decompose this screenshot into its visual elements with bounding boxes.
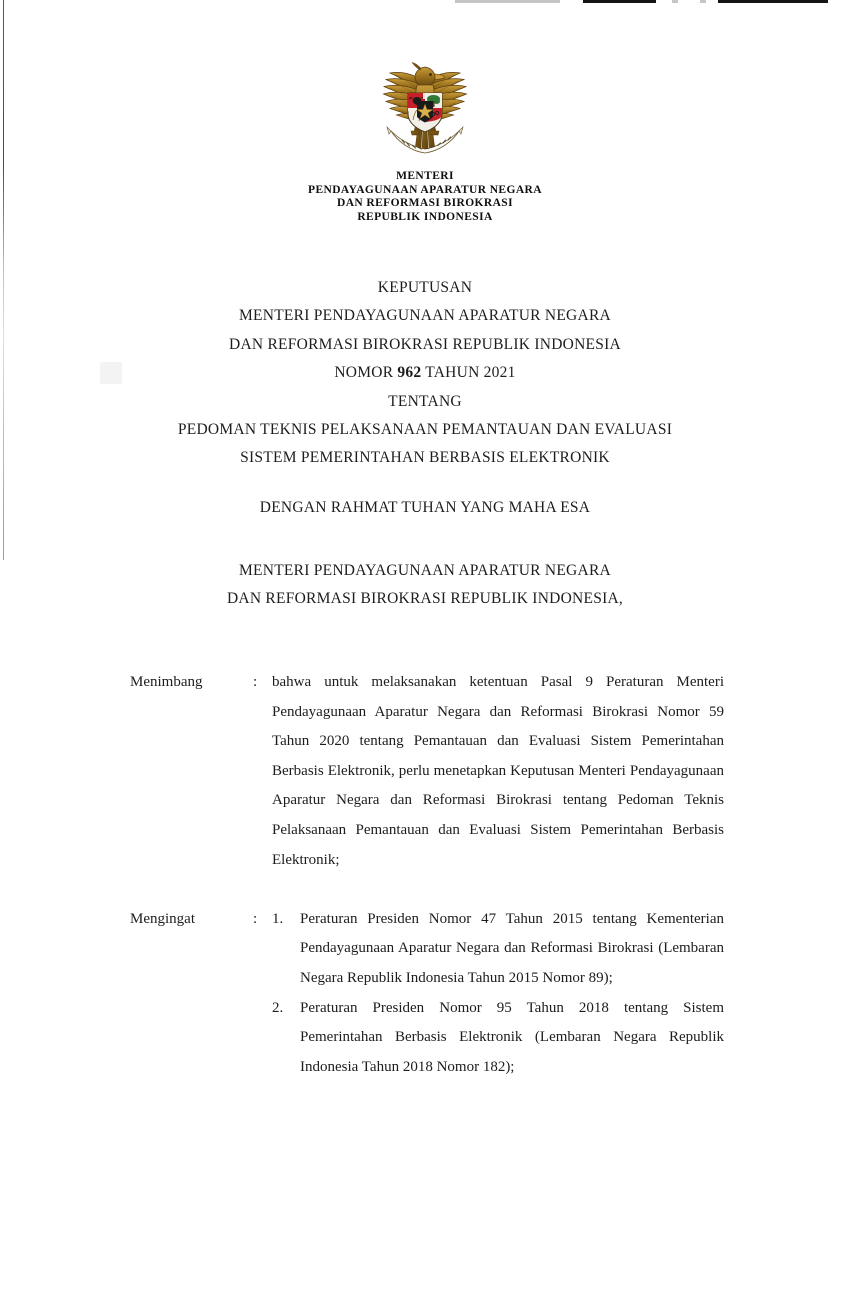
list-item-marker: 2. [272, 999, 284, 1016]
clauses-section [130, 668, 724, 1082]
signatory-line-2: DAN REFORMASI BIROKRASI REPUBLIK INDONESIA, [226, 590, 624, 608]
list-item [272, 905, 724, 994]
clause-spacer [130, 875, 724, 905]
clause-recalling [130, 905, 724, 1083]
recalling-list [272, 905, 724, 1083]
clause-recalling-body [272, 905, 724, 1083]
clause-considering [130, 668, 724, 875]
invocation-text: DENGAN RAHMAT TUHAN YANG MAHA ESA [259, 499, 591, 516]
scan-artifact-top-1 [455, 0, 560, 3]
clause-considering-body [272, 668, 724, 875]
decree-subject-line-1: PEDOMAN TEKNIS PELAKSANAAN PEMANTAUAN DAN EVALUASI [177, 421, 673, 439]
list-item-marker: 1. [272, 910, 284, 927]
ministry-header-line-3: DAN REFORMASI BIROKRASI [337, 197, 513, 210]
decree-number: 962 [397, 364, 422, 382]
ministry-header-line-1: MENTERI [396, 170, 454, 182]
decree-subject-line-2: SISTEM PEMERINTAHAN BERBASIS ELEKTRONIK [240, 449, 610, 467]
scan-artifact-top-2 [583, 0, 656, 3]
ministry-header [0, 170, 850, 224]
emblem-container [0, 52, 850, 164]
decree-issuer-line-1: MENTERI PENDAYAGUNAAN APARATUR NEGARA [239, 307, 611, 325]
clause-considering-text: bahwa untuk melaksanakan ketentuan Pasal 9 Peraturan Menteri Pendayagunaan Aparatur Negara dan Reformasi Birokrasi Nomor 59 Tahun 2020 tentang Pemantauan dan Evaluasi Sistem Pemerintahan Berbasis Elektronik, perlu menetapkan Keputusan Menteri Pendayagunaan Aparatur Negara dan Reformasi Birokrasi tentang Pedoman Teknis Pelaksanaan Pemantauan dan Evaluasi Sistem Pemerintahan Berbasis Elektronik; [272, 674, 724, 868]
clause-considering-colon: : [253, 674, 258, 690]
decree-number-prefix: NOMOR [334, 364, 394, 382]
decree-about-label: TENTANG [388, 392, 462, 410]
decree-title-block [0, 274, 850, 473]
clause-recalling-colon: : [253, 910, 258, 927]
decree-type: KEPUTUSAN [377, 279, 473, 296]
decree-issuer-line-2: DAN REFORMASI BIROKRASI REPUBLIK INDONESIA [229, 335, 621, 353]
list-item-text: Peraturan Presiden Nomor 95 Tahun 2018 tentang Sistem Pemerintahan Berbasis Elektronik (Lembaran Negara Republik Indonesia Tahun 2018 Nomor 182); [300, 999, 724, 1075]
decree-number-line [0, 359, 850, 387]
signatory-heading [0, 557, 850, 614]
garuda-pancasila-emblem [365, 52, 485, 164]
scan-artifact-top-5 [718, 0, 828, 3]
clause-recalling-label: Mengingat [130, 910, 195, 927]
ministry-header-line-4: REPUBLIK INDONESIA [357, 210, 493, 223]
list-item-text: Peraturan Presiden Nomor 47 Tahun 2015 tentang Kementerian Pendayagunaan Aparatur Negara dan Reformasi Birokrasi (Lembaran Negara Republik Indonesia Tahun 2015 Nomor 89); [300, 910, 724, 986]
clause-considering-label: Menimbang [130, 674, 203, 690]
ministry-header-line-2: PENDAYAGUNAAN APARATUR NEGARA [308, 183, 542, 196]
signatory-line-1: MENTERI PENDAYAGUNAAN APARATUR NEGARA [239, 562, 611, 579]
decree-number-suffix: TAHUN 2021 [425, 364, 516, 382]
list-item [272, 994, 724, 1083]
scan-artifact-top-4 [700, 0, 706, 3]
scan-artifact-top-3 [672, 0, 678, 3]
